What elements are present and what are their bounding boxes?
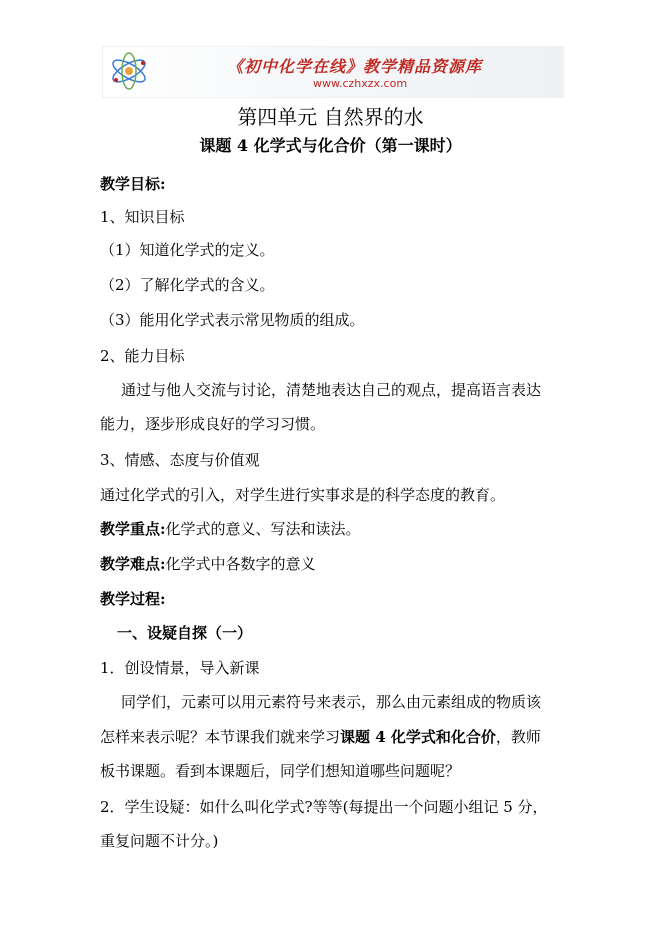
step-1: 1．创设情景，导入新课 bbox=[100, 659, 260, 677]
key-points-text: 化学式的意义、写法和读法。 bbox=[165, 520, 361, 538]
emotion-text: 通过化学式的引入，对学生进行实事求是的科学态度的教育。 bbox=[100, 486, 506, 504]
intro-line-2-end: ，教师 bbox=[495, 728, 541, 746]
lesson-title: 课题 4 化学式与化合价（第一课时） bbox=[199, 136, 462, 155]
site-title: 《初中化学在线》教学精品资源库 bbox=[227, 57, 483, 76]
ability-text-line-1: 通过与他人交流与讨论，清楚地表达自己的观点，提高语言表达 bbox=[121, 381, 542, 399]
section-one-heading: 一、设疑自探（一） bbox=[117, 624, 253, 642]
difficulty-line bbox=[100, 553, 316, 574]
process-heading: 教学过程: bbox=[100, 590, 166, 608]
step-2-line-2: 重复问题不计分。) bbox=[100, 832, 219, 850]
intro-line-2 bbox=[100, 726, 541, 747]
intro-lesson-name: 课题 4 化学式和化合价 bbox=[340, 728, 496, 746]
intro-line-1: 同学们，元素可以用元素符号来表示，那么由元素组成的物质该 bbox=[121, 693, 542, 711]
atom-logo-icon bbox=[107, 49, 151, 93]
intro-line-3: 板书课题。看到本课题后，同学们想知道哪些问题呢？ bbox=[100, 762, 461, 780]
difficulty-text: 化学式中各数字的意义 bbox=[165, 555, 316, 573]
difficulty-label: 教学难点: bbox=[100, 555, 166, 573]
emotion-goal: 3、情感、态度与价值观 bbox=[100, 451, 260, 469]
header-banner bbox=[102, 46, 564, 98]
key-points-label: 教学重点: bbox=[100, 520, 166, 538]
ability-text-line-2: 能力，逐步形成良好的学习习惯。 bbox=[100, 415, 326, 433]
step-2-line-1: 2．学生设疑：如什么叫化学式?等等(每提出一个问题小组记 5 分， bbox=[100, 798, 548, 816]
key-points-line bbox=[100, 518, 361, 539]
knowledge-item-3: （3）能用化学式表示常见物质的组成。 bbox=[100, 311, 365, 329]
knowledge-item-1: （1）知道化学式的定义。 bbox=[100, 241, 275, 259]
knowledge-item-2: （2）了解化学式的含义。 bbox=[100, 276, 275, 294]
ability-goal: 2、能力目标 bbox=[100, 347, 185, 365]
unit-title: 第四单元 自然界的水 bbox=[237, 105, 424, 129]
knowledge-goal: 1、知识目标 bbox=[100, 208, 185, 226]
objectives-heading: 教学目标: bbox=[100, 175, 166, 193]
site-url: www.czhxzx.com bbox=[313, 77, 408, 90]
intro-line-2-start: 怎样来表示呢？本节课我们就来学习 bbox=[100, 728, 341, 746]
